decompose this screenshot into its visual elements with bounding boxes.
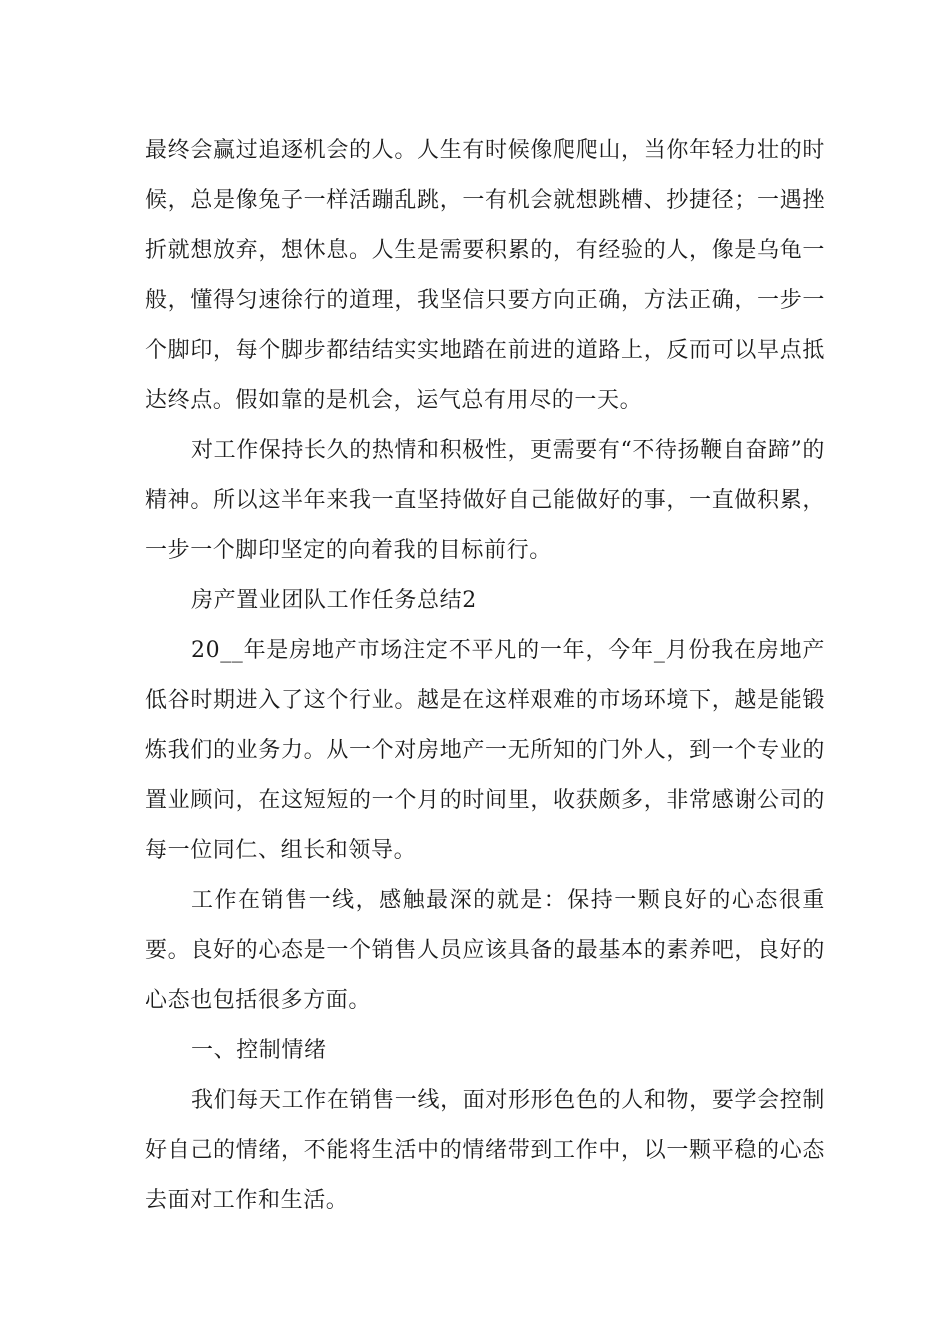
paragraph-market-intro: 20__年是房地产市场注定不平凡的一年，今年_月份我在房地产低谷时期进入了这个行业。越是在这样艰难的市场环境下，越是能锻炼我们的业务力。从一个对房地产一无所知的门外人，到一个专业的置业顾问，在这短短的一个月的时间里，收获颇多，非常感谢公司的每一位同仁、组长和领导。 — [145, 638, 825, 863]
paragraph-enthusiasm: 对工作保持长久的热情和积极性，更需要有“不待扬鞭自奋蹄”的精神。所以这半年来我一直坚持做好自己能做好的事，一直做积累，一步一个脚印坚定的向着我的目标前行。 — [145, 438, 825, 563]
paragraph-mindset: 工作在销售一线，感触最深的就是：保持一颗良好的心态很重要。良好的心态是一个销售人员应该具备的最基本的素养吧，良好的心态也包括很多方面。 — [145, 888, 825, 1013]
paragraph-emotions: 我们每天工作在销售一线，面对形形色色的人和物，要学会控制好自己的情绪，不能将生活中的情绪带到工作中，以一颗平稳的心态去面对工作和生活。 — [145, 1088, 825, 1213]
paragraph-philosophy: 最终会赢过追逐机会的人。人生有时候像爬爬山，当你年轻力壮的时候，总是像兔子一样活蹦乱跳，一有机会就想跳槽、抄捷径；一遇挫折就想放弃，想休息。人生是需要积累的，有经验的人，像是乌龟一般，懂得匀速徐行的道理，我坚信只要方向正确，方法正确，一步一个脚印，每个脚步都结结实实地踏在前进的道路上，反而可以早点抵达终点。假如靠的是机会，运气总有用尽的一天。 — [145, 138, 825, 413]
section-title: 房产置业团队工作任务总结2 — [191, 588, 477, 613]
subheading-control-emotions: 一、控制情绪 — [191, 1038, 327, 1063]
document-body — [145, 126, 825, 1226]
